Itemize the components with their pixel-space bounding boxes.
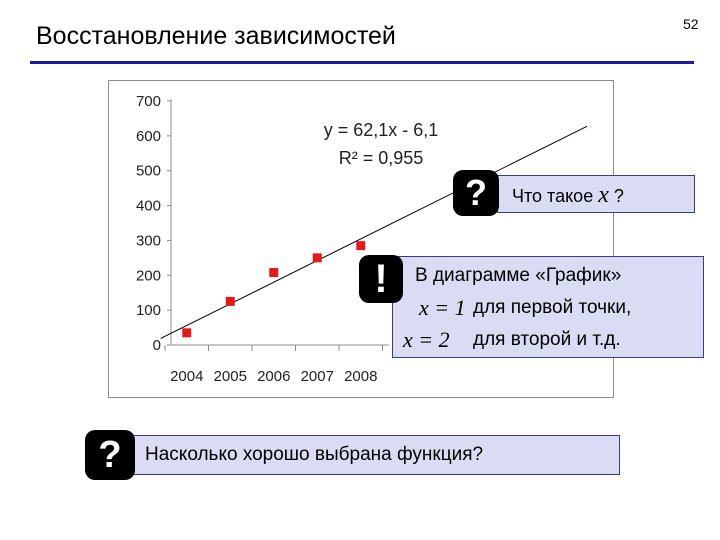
callout-what-is-x (497, 175, 695, 213)
data-point (226, 297, 235, 306)
y-tick-label: 300 (135, 232, 161, 250)
question-badge-icon: ? (85, 430, 135, 480)
data-point (313, 253, 322, 262)
data-point (356, 241, 365, 250)
exclamation-badge-icon: ! (359, 255, 403, 303)
what-is-x-label: Что такое (512, 186, 594, 206)
y-tick-label: 700 (135, 93, 161, 110)
data-point (269, 268, 278, 277)
what-is-x-variable: x (598, 182, 609, 208)
y-tick-label: 400 (135, 197, 161, 215)
data-point (182, 328, 191, 337)
y-tick-label: 200 (135, 267, 161, 285)
chart-note-math1: x = 1 (419, 295, 466, 320)
trendline-equation: y = 62,1x - 6,1 (323, 120, 439, 140)
callout-how-good (132, 435, 620, 475)
y-tick-label: 600 (135, 127, 161, 145)
chart-note-line3: для второй и т.д. (473, 329, 621, 350)
y-tick-label: 500 (135, 162, 161, 180)
callout-what-is-x-text (512, 182, 624, 209)
what-is-x-question-mark: ? (613, 186, 624, 206)
x-tick-label: 2004 (170, 368, 204, 385)
chart-note-line2: для первой точки, (473, 297, 632, 318)
x-tick-label: 2008 (344, 368, 378, 385)
chart-note-math2: x = 2 (403, 327, 450, 352)
y-tick-label: 100 (135, 302, 161, 320)
y-tick-label: 0 (152, 337, 161, 354)
slide-title: Восстановление зависимостей (36, 22, 396, 50)
x-tick-label: 2006 (257, 368, 291, 385)
how-good-text: Насколько хорошо выбрана функция? (145, 444, 484, 465)
callout-chart-note (392, 256, 704, 358)
x-tick-label: 2005 (213, 368, 247, 385)
question-badge-icon: ? (453, 170, 499, 216)
chart-note-line1: В диаграмме «График» (415, 265, 622, 286)
slide-number: 52 (683, 16, 699, 32)
x-tick-label: 2007 (300, 368, 334, 385)
trendline-r-squared: R² = 0,955 (338, 148, 424, 168)
title-divider (30, 61, 694, 64)
